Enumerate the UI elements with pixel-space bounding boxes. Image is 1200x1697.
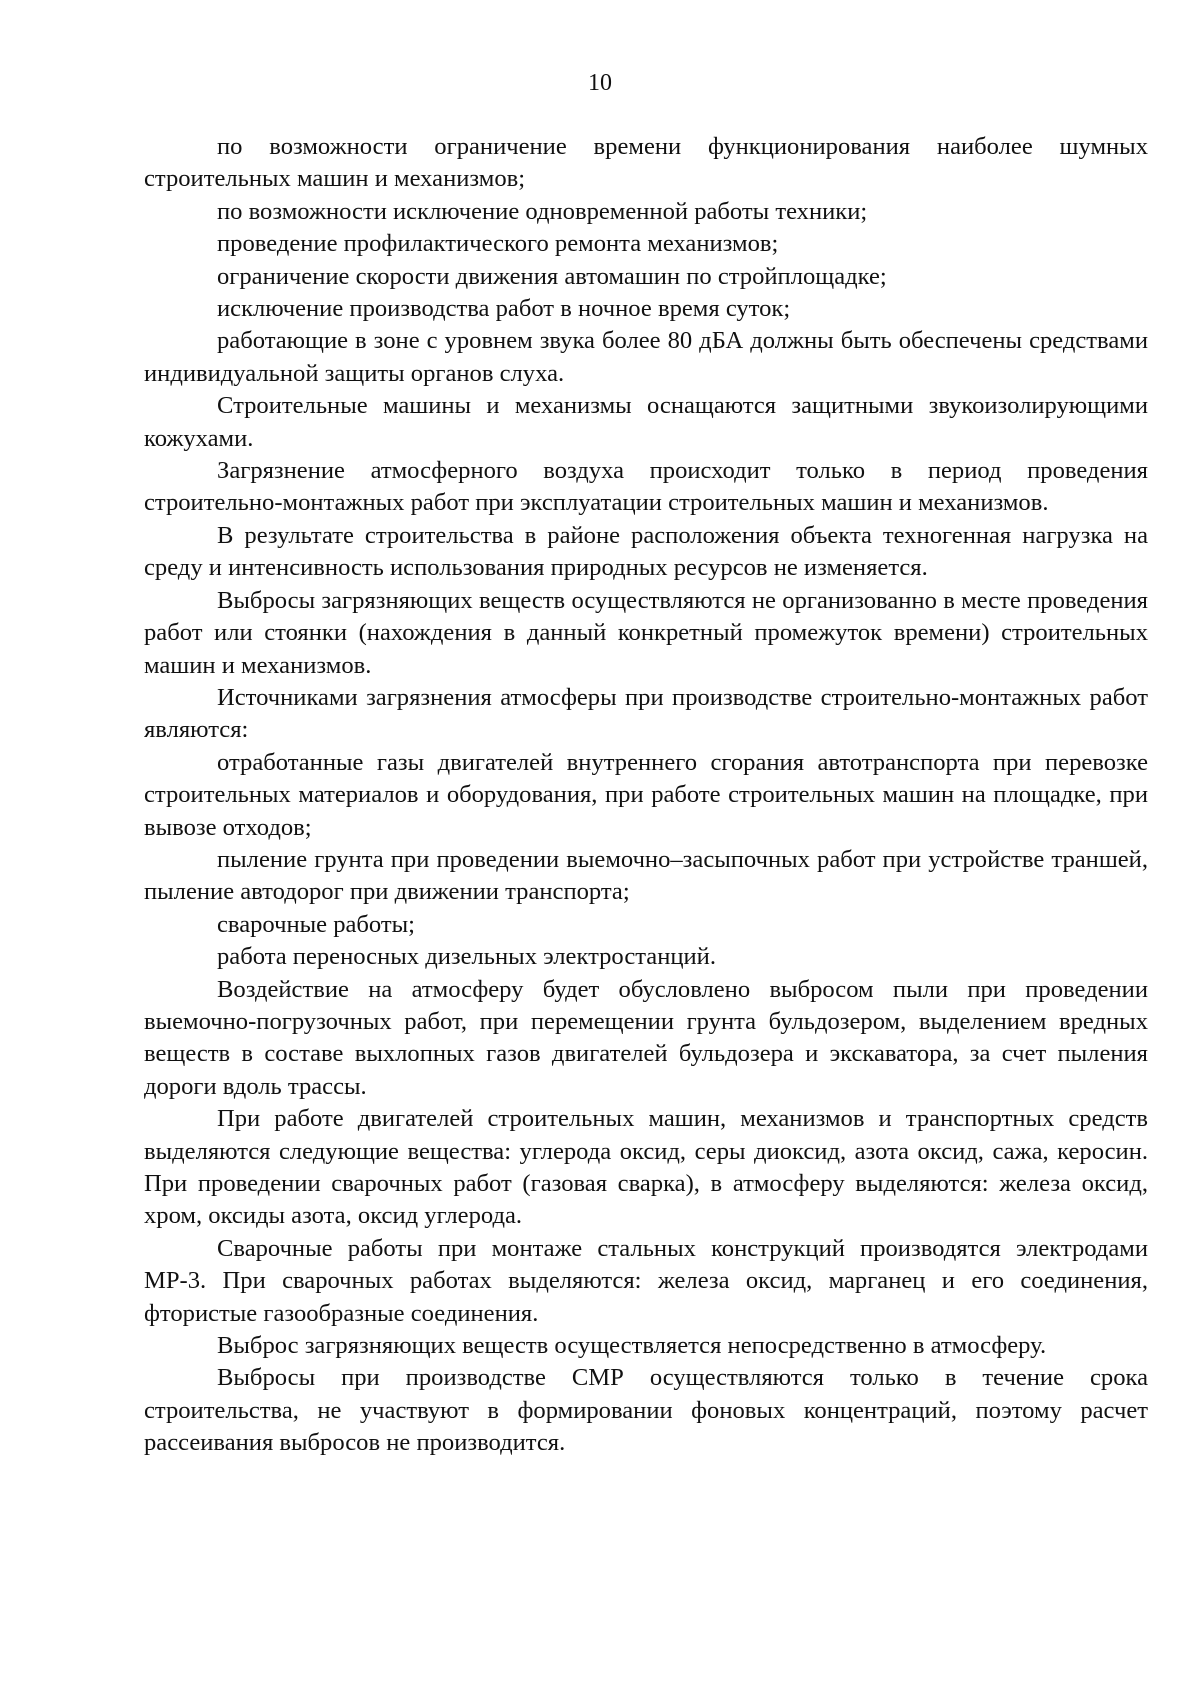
paragraph: по возможности исключение одновременной работы техники; [217,197,868,225]
paragraph: по возможности ограничение времени функционирования наиболее шумных строительных машин и механизмов; [144,133,1148,193]
paragraph: Загрязнение атмосферного воздуха происходит только в период проведения строительно-монтажных работ при эксплуатации строительных машин и механизмов. [144,457,1148,517]
paragraph: Источниками загрязнения атмосферы при производстве строительно-монтажных работ являются: [144,683,1148,744]
paragraph: Выброс загрязняющих веществ осуществляется непосредственно в атмосферу. [217,1332,1047,1360]
paragraph: сварочные работы; [217,910,415,938]
paragraph: отработанные газы двигателей внутреннего сгорания автотранспорта при перевозке строительных материалов и оборудования, при работе строительных машин на площадке, при вывозе отходов; [144,748,1148,841]
paragraph: При работе двигателей строительных машин, механизмов и транспортных средств выделяются следующие вещества: углерода оксид, серы диоксид, азота оксид, сажа, керосин. При проведении сварочных работ (газовая сварка), в атмосферу выделяются: железа оксид, хром, оксиды азота, оксид углерода. [144,1105,1148,1230]
page-number: 10 [588,70,612,96]
paragraph: Выбросы загрязняющих веществ осуществляются не организованно в месте проведения работ или стоянки (нахождения в данный конкретный промежуток времени) строительных машин и механизмов. [144,586,1148,679]
paragraph: ограничение скорости движения автомашин по стройплощадке; [217,262,887,290]
paragraph: Воздействие на атмосферу будет обусловлено выбросом пыли при проведении выемочно-погрузочных работ, при перемещении грунта бульдозером, выделением вредных веществ в составе выхлопных газов двигателей бульдозера и экскаватора, за счет пыления дороги вдоль трассы. [144,975,1148,1100]
paragraph: работа переносных дизельных электростанций. [217,943,716,971]
paragraph: исключение производства работ в ночное время суток; [217,295,791,323]
paragraph: Строительные машины и механизмы оснащаются защитными звукоизолирующими кожухами. [144,392,1148,452]
document-body [144,131,1148,1460]
paragraph: Сварочные работы при монтаже стальных конструкций производятся электродами МР-3. При сварочных работах выделяются: железа оксид, марганец и его соединения, фтористые газообразные соединения. [144,1234,1148,1327]
paragraph: В результате строительства в районе расположения объекта техногенная нагрузка на среду и интенсивность использования природных ресурсов не изменяется. [144,521,1148,582]
paragraph: работающие в зоне с уровнем звука более 80 дБА должны быть обеспечены средствами индивидуальной защиты органов слуха. [144,327,1148,387]
paragraph: пыление грунта при проведении выемочно–засыпочных работ при устройстве траншей, пыление автодорог при движении транспорта; [144,845,1148,906]
paragraph: проведение профилактического ремонта механизмов; [217,230,779,258]
paragraph: Выбросы при производстве СМР осуществляются только в течение срока строительства, не участвуют в формировании фоновых концентраций, поэтому расчет рассеивания выбросов не производится. [144,1364,1148,1457]
